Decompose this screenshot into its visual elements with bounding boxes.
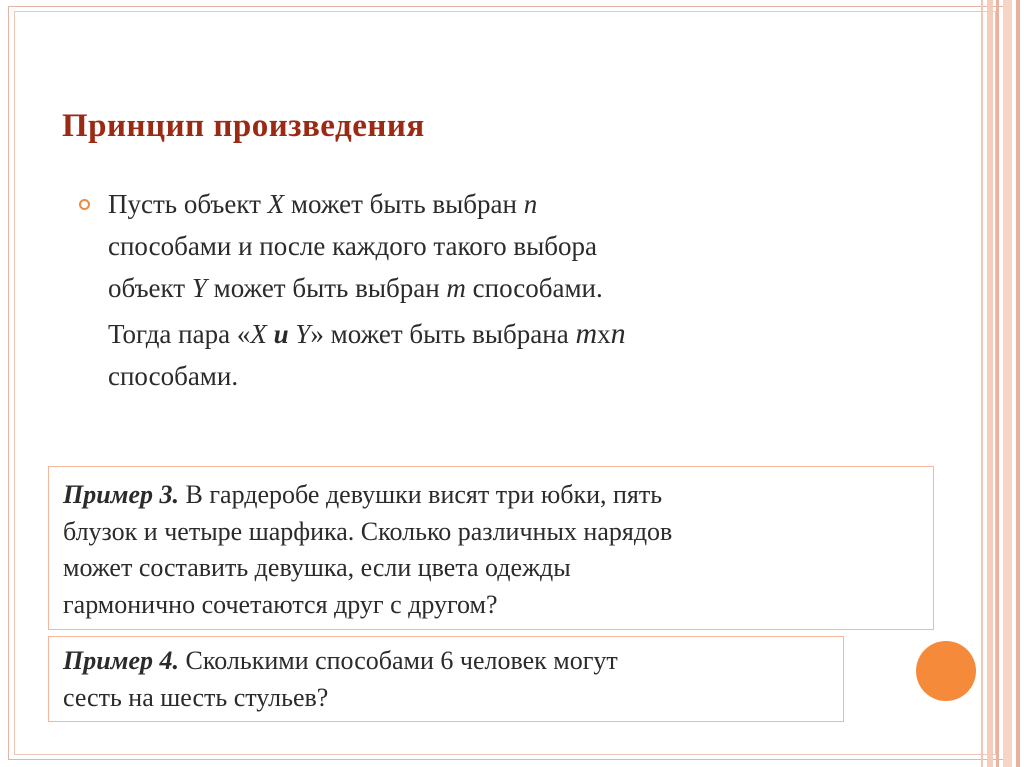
edge-stripe [1016, 0, 1020, 767]
principle-line-3: объект Y может быть выбран m способами. [108, 273, 603, 303]
principle-line-4: Тогда пара «X и Y» может быть выбрана mxn [108, 317, 626, 350]
principle-text [108, 183, 888, 397]
example-3-box [48, 466, 934, 630]
principle-line-2: способами и после каждого такого выбора [108, 231, 597, 261]
example-4-box [48, 636, 844, 722]
example-3-line-2: блузок и четыре шарфика. Сколько различных нарядов [63, 516, 673, 546]
example-3-line-4: гармонично сочетаются друг с другом? [63, 589, 498, 619]
example-3-line-1: Пример 3. В гардеробе девушки висят три юбки, пять [63, 480, 663, 509]
example-3-line-3: может составить девушка, если цвета одежды [63, 553, 571, 582]
principle-line-1: Пусть объект X может быть выбран n [108, 189, 538, 219]
edge-stripe [981, 0, 983, 767]
example-4-line-1: Пример 4. Сколькими способами 6 человек могут [63, 646, 618, 675]
example-4-line-2: сесть на шесть стульев? [63, 682, 329, 712]
principle-line-5: способами. [108, 361, 239, 391]
edge-stripe [987, 0, 993, 767]
bullet-circle-icon [79, 199, 90, 210]
example-4-label: Пример 4. [63, 646, 180, 675]
slide-title: Принцип произведения [62, 108, 425, 144]
example-3-label: Пример 3. [63, 480, 180, 509]
decorative-orange-circle [916, 641, 976, 701]
edge-stripe [996, 0, 999, 767]
edge-stripe [1003, 0, 1012, 767]
